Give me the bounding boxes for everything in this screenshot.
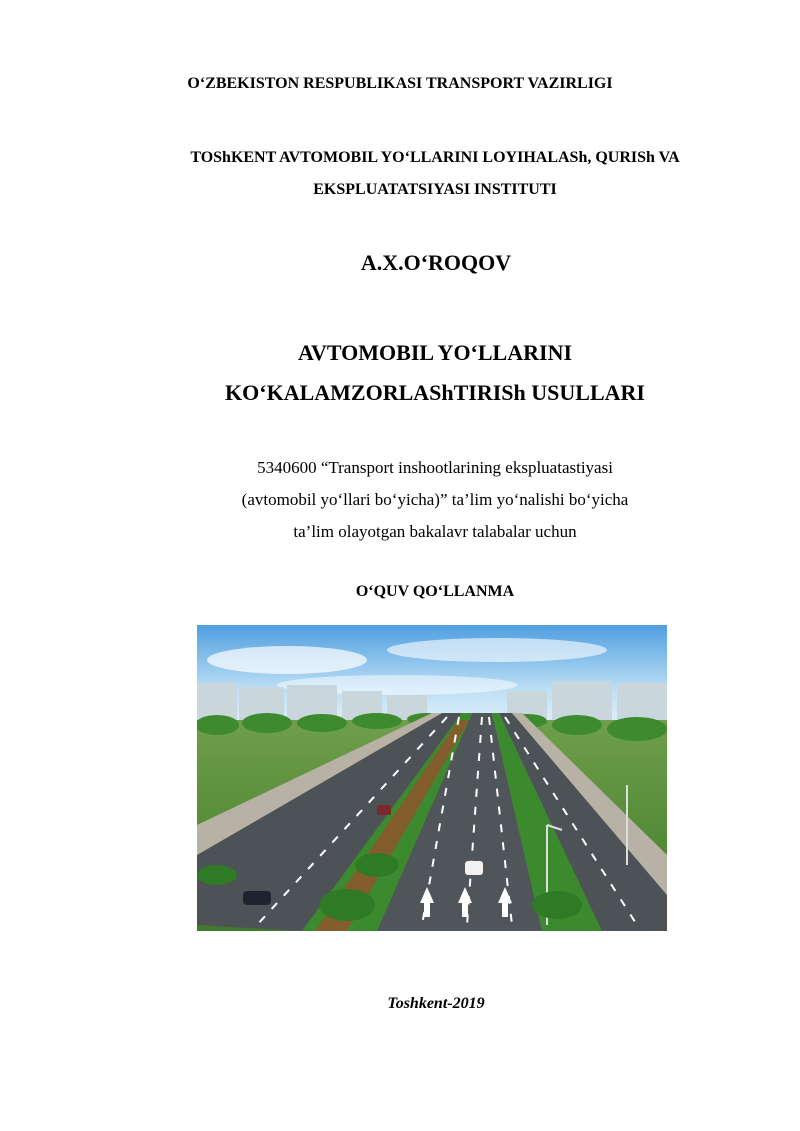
description-line-1: 5340600 “Transport inshootlarining ekspluatastiyasi	[257, 458, 613, 477]
institute-name	[35, 142, 800, 206]
title-line-2: KO‘KALAMZORLAShTIRISh USULLARI	[225, 380, 645, 405]
institute-line-2: EKSPLUATATSIYASI INSTITUTI	[313, 181, 557, 198]
author-name: A.X.O‘ROQOV	[360, 250, 512, 275]
document-type: O‘QUV QO‘LLANMA	[355, 583, 515, 600]
description-line-2: (avtomobil yo‘llari bo‘yicha)” ta’lim yo‘nalishi bo‘yicha	[241, 490, 629, 509]
city-and-year: Toshkent-2019	[387, 995, 485, 1012]
ministry-name: O‘ZBEKISTON RESPUBLIKASI TRANSPORT VAZIRLIGI	[187, 75, 613, 92]
audience-description	[35, 452, 800, 548]
title-line-1: AVTOMOBIL YO‘LLARINI	[297, 340, 573, 365]
book-title	[35, 333, 800, 413]
road-landscape-image	[197, 625, 667, 931]
institute-line-1: TOShKENT AVTOMOBIL YO‘LLARINI LOYIHALASh, QURISh VA	[190, 149, 680, 166]
description-line-3: ta’lim olayotgan bakalavr talabalar uchun	[293, 522, 577, 541]
